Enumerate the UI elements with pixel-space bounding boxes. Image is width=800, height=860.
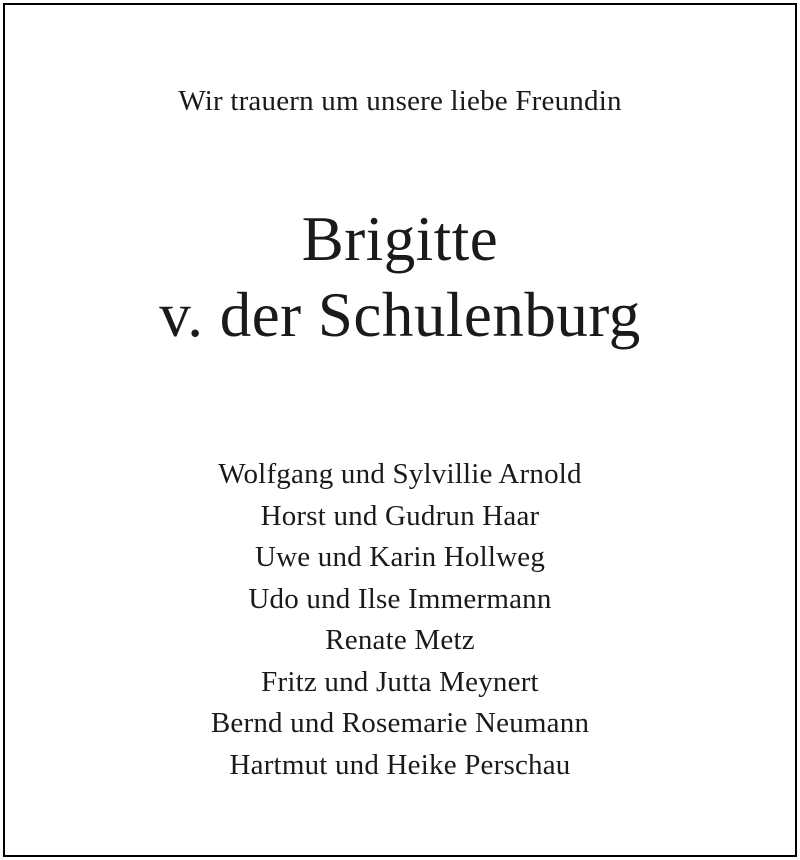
mourner-entry: Fritz und Jutta Meynert: [261, 665, 539, 698]
deceased-first-name: Brigitte: [301, 204, 499, 274]
mourner-entry: Bernd und Rosemarie Neumann: [210, 707, 590, 739]
mourner-entry: Renate Metz: [325, 624, 475, 656]
mourner-entry: Hartmut und Heike Perschau: [229, 748, 571, 781]
deceased-family-name: v. der Schulenburg: [159, 280, 641, 350]
mourner-entry: Uwe und Karin Hollweg: [254, 541, 546, 573]
mourner-entry: Wolfgang und Sylvillie Arnold: [218, 458, 582, 490]
intro-text: Wir trauern um unsere liebe Freundin: [178, 85, 622, 117]
mourner-entry: Horst und Gudrun Haar: [260, 499, 540, 532]
deceased-name: [5, 201, 795, 353]
obituary-notice: [3, 3, 797, 857]
mourner-list: [5, 454, 795, 786]
mourner-entry: Udo und Ilse Immermann: [248, 582, 552, 615]
